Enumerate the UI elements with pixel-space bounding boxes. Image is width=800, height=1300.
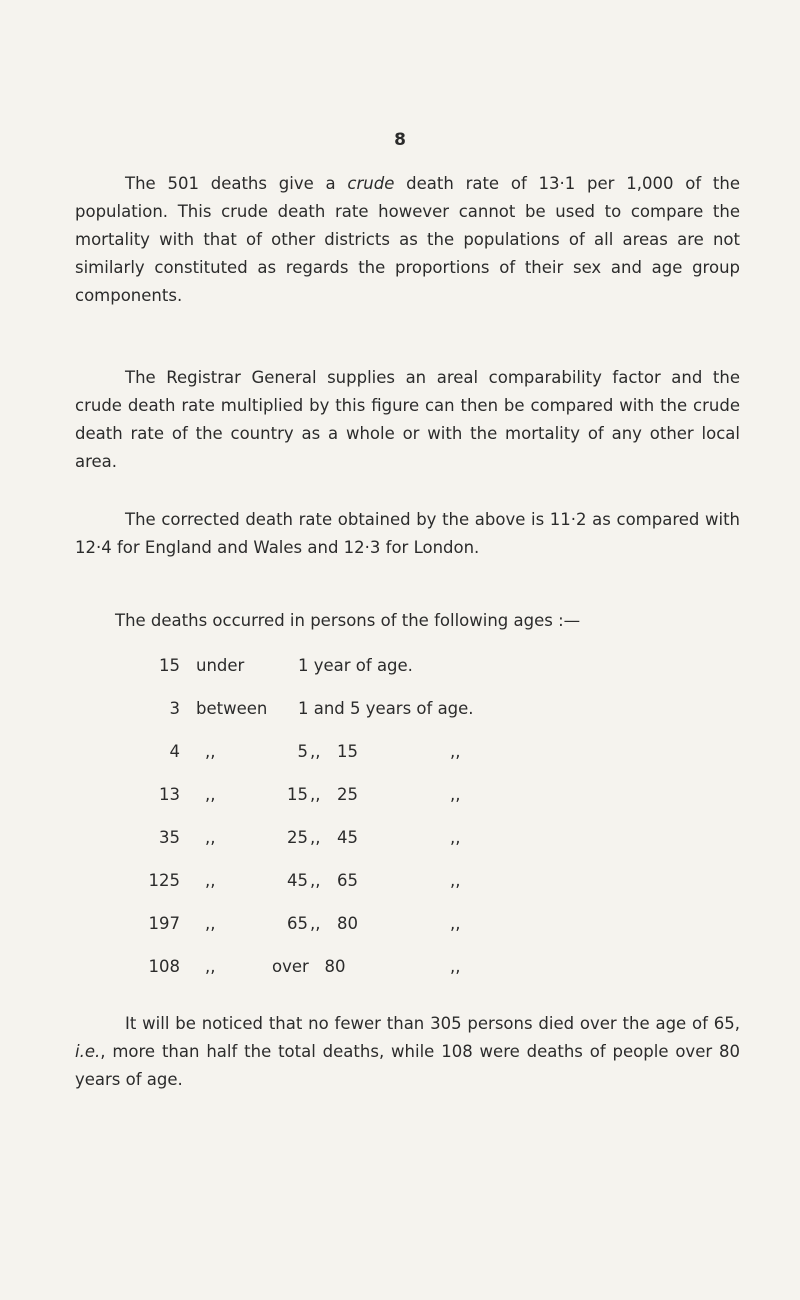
age-row — [0, 871, 800, 899]
ditto-mark: ,, — [450, 828, 461, 847]
age-row — [0, 742, 800, 770]
ditto-mark: ,, — [450, 914, 461, 933]
ditto-mark: ,, — [310, 828, 321, 847]
ditto-mark: ,, — [450, 785, 461, 804]
age-to: 25 — [337, 785, 358, 804]
age-count: 4 — [169, 742, 180, 761]
age-row — [0, 699, 800, 727]
ditto-mark: ,, — [310, 742, 321, 761]
p5-text-end: , more than half the total deaths, while 108 were deaths of people over 80 years of age. — [75, 1042, 740, 1089]
age-row — [0, 828, 800, 856]
age-row — [0, 656, 800, 684]
age-from: 65 — [287, 914, 308, 933]
age-to: 65 — [337, 871, 358, 890]
ditto-mark: ,, — [205, 957, 216, 976]
ditto-mark: ,, — [205, 742, 216, 761]
ditto-mark: ,, — [205, 871, 216, 890]
age-row — [0, 785, 800, 813]
age-row — [0, 914, 800, 942]
ditto-mark: ,, — [310, 914, 321, 933]
ditto-mark: ,, — [310, 871, 321, 890]
paragraph-comparability-factor: The Registrar General supplies an areal comparability factor and the crude death rate multiplied by this figure can then be compared with the crude death rate of the country as a whole or with the mortality of any other local area. — [75, 368, 740, 471]
ditto-mark: ,, — [310, 785, 321, 804]
p1-text-end: death rate of 13·1 per 1,000 of the population. This crude death rate however cannot be used to compare the mortality with that of other districts as the populations of all areas are not similarly constituted as regards the proportions of their sex and age group components. — [75, 174, 740, 305]
age-to: 45 — [337, 828, 358, 847]
ages-intro: The deaths occurred in persons of the following ages :— — [115, 611, 581, 630]
age-range: 1 year of age. — [298, 656, 413, 675]
age-from: 45 — [287, 871, 308, 890]
age-range: over 80 — [272, 957, 346, 976]
p1-emphasis: crude — [347, 174, 395, 193]
ditto-mark: ,, — [450, 742, 461, 761]
age-from: 5 — [297, 742, 308, 761]
age-count: 3 — [169, 699, 180, 718]
ditto-mark: ,, — [450, 957, 461, 976]
age-count: 108 — [148, 957, 180, 976]
age-range: 1 and 5 years of age. — [298, 699, 474, 718]
paragraph-crude-death-rate — [75, 170, 740, 310]
paragraph-conclusion — [75, 1010, 740, 1094]
ditto-mark: ,, — [450, 871, 461, 890]
p5-emphasis: i.e. — [75, 1042, 101, 1061]
age-row — [0, 957, 800, 985]
paragraph-corrected-death-rate: The corrected death rate obtained by the above is 11·2 as compared with 12·4 for England and Wales and 12·3 for London. — [75, 510, 740, 557]
age-from: 15 — [287, 785, 308, 804]
p1-text-start: The 501 deaths give a — [125, 174, 348, 193]
p5-text-start: It will be noticed that no fewer than 305 persons died over the age of 65, — [125, 1014, 740, 1033]
age-word: between — [196, 699, 268, 718]
age-count: 15 — [159, 656, 180, 675]
ditto-mark: ,, — [205, 828, 216, 847]
age-from: 25 — [287, 828, 308, 847]
age-count: 125 — [148, 871, 180, 890]
ditto-mark: ,, — [205, 914, 216, 933]
age-to: 80 — [337, 914, 358, 933]
age-count: 35 — [159, 828, 180, 847]
age-count: 197 — [148, 914, 180, 933]
age-count: 13 — [159, 785, 180, 804]
ditto-mark: ,, — [205, 785, 216, 804]
age-to: 15 — [337, 742, 358, 761]
page-number: 8 — [394, 130, 406, 150]
age-word: under — [196, 656, 245, 675]
